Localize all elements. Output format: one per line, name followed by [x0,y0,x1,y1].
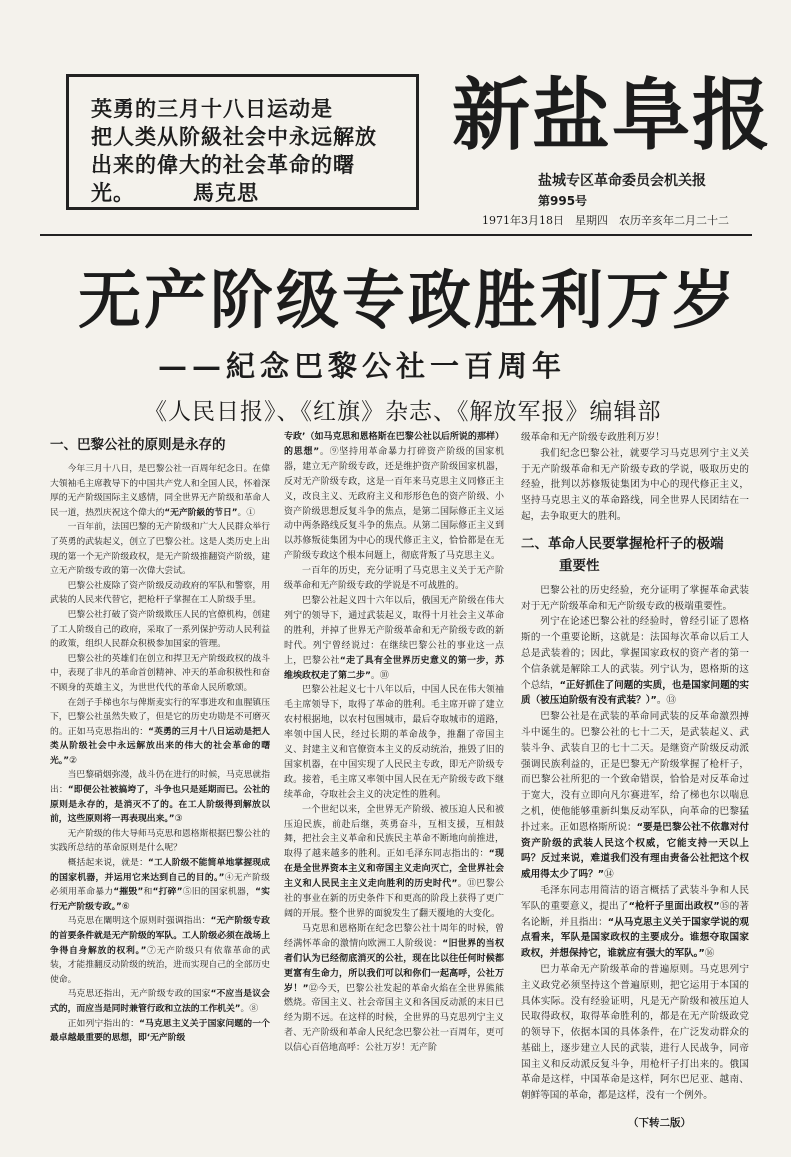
quote-last-line: 光。 [91,181,135,205]
quote-author: 馬克思 [193,181,259,205]
main-headline: 无产阶级专政胜利万岁 [78,263,738,337]
paragraph: 专政’（如马克思和恩格斯在巴黎公社以后所说的那样）的思想”。⑨坚持用革命暴力打碎资产阶级的国家机器，建立无产阶级专政，还是维护资产阶级国家机器，反对无产阶级专政，这是一百年来马克思主义同修正主义，改良主义、无政府主义和形形色色的资产阶级、小资产阶级思想反复斗争的焦点，是第二国际修正主义运动中两条路线反复斗争的焦点。从第二国际修正主义到以苏修叛徒集团为中心的现代修正主义，恰恰都是在无产阶级专政这个根本问题上，彻底背叛了马克思主义。 [284,432,504,562]
paragraph: 巴黎公社废除了资产阶级反动政府的军队和警察，用武装的人民来代替它，把枪杆子掌握在工人阶级手里。 [50,580,270,606]
paragraph: 一个世纪以来，全世界无产阶级、被压迫人民和被压迫民族，前赴后继，英勇奋斗，互相支援，互相鼓舞，把社会主义革命和民族民主革命不断地向前推进，取得了越来越多的胜利。正如毛泽东同志指出的：“现在是全世界资本主义和帝国主义走向灭亡，全世界社会主义和人民民主主义走向胜利的历史时代”。⑪巴黎公社的事业在新的历史条件下和更高的阶段上获得了更广阔的开展。整个世界的面貌发生了翻天覆地的大变化。 [284,804,504,919]
paragraph: 巴黎公社起义四十六年以后，俄国无产阶级在伟大列宁的领导下，通过武装起义，取得十月社会主义革命的胜利，并掉了世界无产阶级革命和无产阶级专政的新时代。列宁曾经说过：在继续巴黎公社的事业这一点上，巴黎公社“走了具有全世界历史意义的第一步，苏维埃政权走了第二步”。⑩ [284,595,504,681]
section-heading-2: 二、革命人民要掌握枪杆子的极端 重要性 [521,535,724,574]
paragraph: 巴力革命无产阶级革命的普遍原则。马克思列宁主义政党必须坚持这个普遍原则，把它运用于本国的具体实际。没有经验证明，凡是无产阶级和被压迫人民取得政权，取得革命胜利的，都是在无产阶级政党的领导下，依据本国的具体条件，在广泛发动群众的基础上，逐步建立人民的武装，进行人民战争，同帝国主义和反动派反复斗争，用枪杆子打出来的。俄国革命是这样，中国革命是这样，阿尔巴尼亚、越南、朝鲜等国的革命，都是这样，没有一个例外。 [521,963,749,1102]
quote-line-4 [91,179,406,207]
paragraph: 列宁在论述巴黎公社的经验时，曾经引证了恩格斯的一个重要论断，这就是：法国每次革命以后工人总是武装着的；因此，掌握国家政权的资产者的第一个信条就是解除工人的武装。列宁认为，恩格斯的这个总结，“正好抓住了问题的实质，也是国家问题的实质（被压迫阶级有没有武装？）”。⑬ [521,616,750,707]
issue-number: 第995号 [538,194,588,208]
editorial-credit: 《人民日报》、《红旗》杂志、《解放军报》编辑部 [144,399,662,425]
quote-line-1: 英勇的三月十八日运动是 [91,97,333,121]
section-heading-1: 一、巴黎公社的原则是永存的 [50,437,226,453]
header-rule [40,234,752,236]
paragraph: 我们纪念巴黎公社，就要学习马克思列宁主义关于无产阶级革命和无产阶级专政的学说，吸取历史的经验，批判以苏修叛徒集团为中心的现代修正主义，坚持马克思主义的革命路线，同全世界人民团结在一起，去争取更大的胜利。 [521,447,749,522]
marx-quote-box [66,74,419,210]
publisher-line: 盐城专区革命委员会机关报 [538,173,706,189]
quote-line-3: 出来的偉大的社会革命的曙 [91,153,355,177]
paragraph: 巴黎公社的英雄们在创立和捍卫无产阶级政权的战斗中，表现了非凡的革命首创精神、冲天的革命积极性和奋不顾身的英雄主义，为世世代代的革命人民所歌颂。 [50,653,270,693]
paragraph: 马克思在闡明这个原则时强调指出：“无产阶级专政的首要条件就是无产阶级的军队。工人阶级必须在战场上争得自身解放的权利。”⑦无产阶级只有依靠革命的武装，才能推翻反动阶级的统治，进而实现自己的全部历史使命。 [50,916,270,985]
continued-note: （下转二版） [628,1117,691,1129]
paragraph: 正如列宁指出的：“马克思主义关于国家问题的一个最卓越最重要的思想，即‘无产阶级 [50,1018,270,1044]
paragraph: 巴黎公社起义七十八年以后，中国人民在伟大领袖毛主席领导下，取得了革命的胜利。毛主席开辟了建立农村根据地，以农村包围城市，最后夺取城市的道路，率领中国人民，经过长期的革命战争，推翻了帝国主义、封建主义和官僚资本主义的反动统治，推毁了旧的国家机器，在中国实现了人民民主专政，即无产阶级专政。接着，毛主席又率领中国人民在无产阶级专政下继续革命，夺取社会主义的决定性的胜利。 [284,685,504,800]
quote-line-2: 把人类从阶級社会中永远解放 [91,125,377,149]
article-column-2 [284,430,504,1056]
article-column-1 [50,430,270,1046]
paragraph: 一百年前，法国巴黎的无产阶级和广大人民群众举行了英勇的武装起义，创立了巴黎公社。这是人类历史上出现的第一个无产阶级政权，是无产阶级推翻资产阶级，建立无产阶级专政的第一次偉大尝试。 [50,522,270,577]
paragraph: 巴黎公社打破了资产阶级欺压人民的官僚机构，创建了工人阶级自己的政府，采取了一系列保护劳动人民利益的政策，组织人民群众积极参加国家的管理。 [50,609,270,650]
paragraph: 概括起来说，就是：“工人阶级不能简单地掌握现成的国家机器，并运用它来达到自己的目的。”④无产阶级必须用革命暴力“摧毁”和“打碎”⑤旧的国家机器，“实行无产阶级专政。”⑥ [50,858,270,912]
paragraph: 在刽子手梯也尔与俾斯麦实行的军事进攻和血腥镇压下，巴黎公社虽然失败了，但是它的历史功勋是不可磨灭的。正如马克思指出的：“英勇的三月十八日运动是把人类从阶级社会中永远解放出来的伟大的社会革命的曙光。”② [50,697,270,766]
dateline: 1971年3月18日 星期四 农历辛亥年二月二十二 [482,214,729,227]
paragraph: 无产阶级的伟大导师马克思和恩格斯根据巴黎公社的实践所总结的革命原则是什么呢？ [50,828,270,854]
paragraph: 级革命和无产阶级专政胜利万岁！ [521,432,665,443]
paragraph: 马克思和恩格斯在纪念巴黎公社十周年的时候，曾经满怀革命的激情向欧洲工人阶级说：“旧世界的当权者们认为已经彻底消灭的公社，现在比以往任何时候都更富有生命力，所以我们可以和你们一起高呼，公社万岁！”⑫今天，巴黎公社发起的革命火焰在全世界熊熊燃烧。帝国主义、社会帝国主义和各国反动派的末日已经为期不远。在这样的时候，全世界的马克思列宁主义者、无产阶级和革命人民纪念巴黎公社一百周年，更可以信心百倍地高呼：公社万岁！无产阶 [284,923,504,1054]
newspaper-masthead: 新盐阜报 [452,70,773,161]
paragraph: 一百年的历史，充分证明了马克思主义关于无产阶级革命和无产阶级专政的学说是不可战胜的。 [284,566,504,592]
paragraph: 毛泽东同志用简洁的语言概括了武装斗争和人民军队的重要意义，提出了“枪杆子里面出政权”⑮的著名论断，并且指出：“从马克思主义关于国家学说的观点看来，军队是国家政权的主要成分。谁想夺取国家政权，并想保持它，谁就应有强大的军队。”⑯ [521,884,749,960]
paragraph: 当巴黎硝烟弥漫，战斗仍在进行的时候，马克思就指出：“即便公社被搞垮了，斗争也只是延期而已。公社的原则是永存的，是消灭不了的。在工人阶级得到解放以前，这些原则将一再表现出来。”③ [50,770,270,825]
article-column-3 [521,430,749,1104]
headline-subtitle: ——紀念巴黎公社一百周年 [158,349,567,383]
paragraph: 马克思还指出，无产阶级专政的国家“不应当是议会式的，而应当是同时兼管行政和立法的工作机关”。⑧ [50,989,270,1014]
paragraph: 今年三月十八日，是巴黎公社一百周年纪念日。在偉大領袖毛主席教导下的中国共产党人和全国人民，怀着深厚的无产阶级国际主义感情，同全世界无产阶级和革命人民一道，热烈庆祝这个偉大的“无产阶級的节日”。① [50,464,270,518]
paragraph: 巴黎公社的历史经验，充分证明了掌握革命武装对于无产阶级革命和无产阶级专政的极端重要性。 [521,584,749,612]
paragraph: 巴黎公社是在武装的革命同武装的反革命激烈搏斗中诞生的。巴黎公社的七十二天，是武装起义、武装斗争、武装自卫的七十二天。是继资产阶级反动派强调民族利益的，正是巴黎无产阶级掌握了枪杆子，而巴黎公社所犯的一个致命错误，恰恰是对反革命过于宽大，没有立即向凡尔赛进军，给了梯也尔以喘息之机，使他能够重新纠集反动军队，向革命的巴黎猛扑过来。正如恩格斯所说：“要是巴黎公社不依靠对付资产阶级的武装人民这个权威，它能支持一天以上吗？反过来说，难道我们没有理由责备公社把这个权威用得太少了吗？”⑭ [521,711,750,881]
